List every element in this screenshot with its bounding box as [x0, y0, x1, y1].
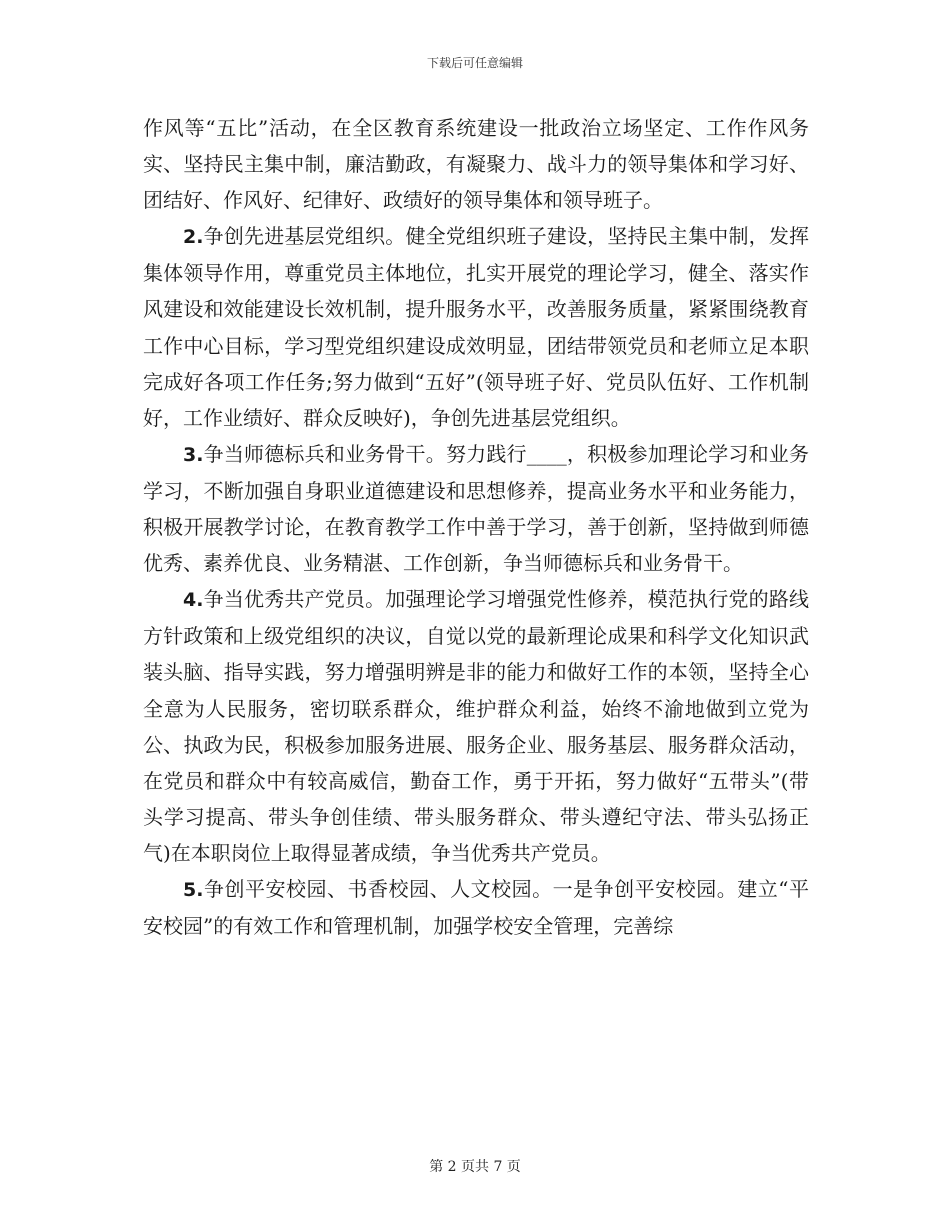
paragraph-1: [143, 110, 809, 218]
paragraph-3-text: 争当师德标兵和业务骨干。努力践行____，积极参加理论学习和业务学习，不断加强自身职业道德建设和思想修养，提高业务水平和业务能力，积极开展教学讨论，在教育教学工作中善于学习，善于创新，坚持做到师德优秀、素养优良、业务精湛、工作创新，争当师德标兵和业务骨干。: [143, 441, 809, 576]
paragraph-2-number: 2.: [183, 226, 204, 249]
paragraph-1-text: 作风等“五比”活动，在全区教育系统建设一批政治立场坚定、工作作风务实、坚持民主集中制，廉洁勤政，有凝聚力、战斗力的领导集体和学习好、团结好、作风好、纪律好、政绩好的领导集体和领导班子。: [143, 116, 809, 213]
paragraph-4: [143, 581, 809, 871]
paragraph-2-text: 争创先进基层党组织。健全党组织班子建设，坚持民主集中制，发挥集体领导作用，尊重党员主体地位，扎实开展党的理论学习，健全、落实作风建设和效能建设长效机制，提升服务水平，改善服务质量，紧紧围绕教育工作中心目标，学习型党组织建设成效明显，团结带领党员和老师立足本职完成好各项工作任务;努力做到“五好”(领导班子好、党员队伍好、工作机制好，工作业绩好、群众反映好)，争创先进基层党组织。: [143, 224, 809, 430]
page-header: 下载后可任意编辑: [426, 56, 523, 70]
paragraph-5-text: 争创平安校园、书香校园、人文校园。一是争创平安校园。建立“平安校园”的有效工作和管理机制，加强学校安全管理，完善综: [143, 876, 809, 939]
paragraph-4-text: 争当优秀共产党员。加强理论学习增强党性修养，模范执行党的路线方针政策和上级党组织的决议，自觉以党的最新理论成果和科学文化知识武装头脑、指导实践，努力增强明辨是非的能力和做好工作的本领，坚持全心全意为人民服务，密切联系群众，维护群众利益，始终不渝地做到立党为公、执政为民，积极参加服务进展、服务企业、服务基层、服务群众活动，在党员和群众中有较高威信，勤奋工作，勇于开拓，努力做好“五带头”(带头学习提高、带头争创佳绩、带头服务群众、带头遵纪守法、带头弘扬正气)在本职岗位上取得显著成绩，争当优秀共产党员。: [143, 587, 809, 865]
paragraph-3: [143, 436, 809, 581]
paragraph-5-number: 5.: [183, 878, 204, 901]
page-footer: 第 2 页共 7 页: [429, 1159, 521, 1175]
paragraph-2: [143, 218, 809, 436]
paragraph-3-number: 3.: [183, 443, 204, 466]
document-body: [143, 110, 809, 944]
paragraph-5: [143, 871, 809, 944]
paragraph-4-number: 4.: [183, 589, 204, 612]
